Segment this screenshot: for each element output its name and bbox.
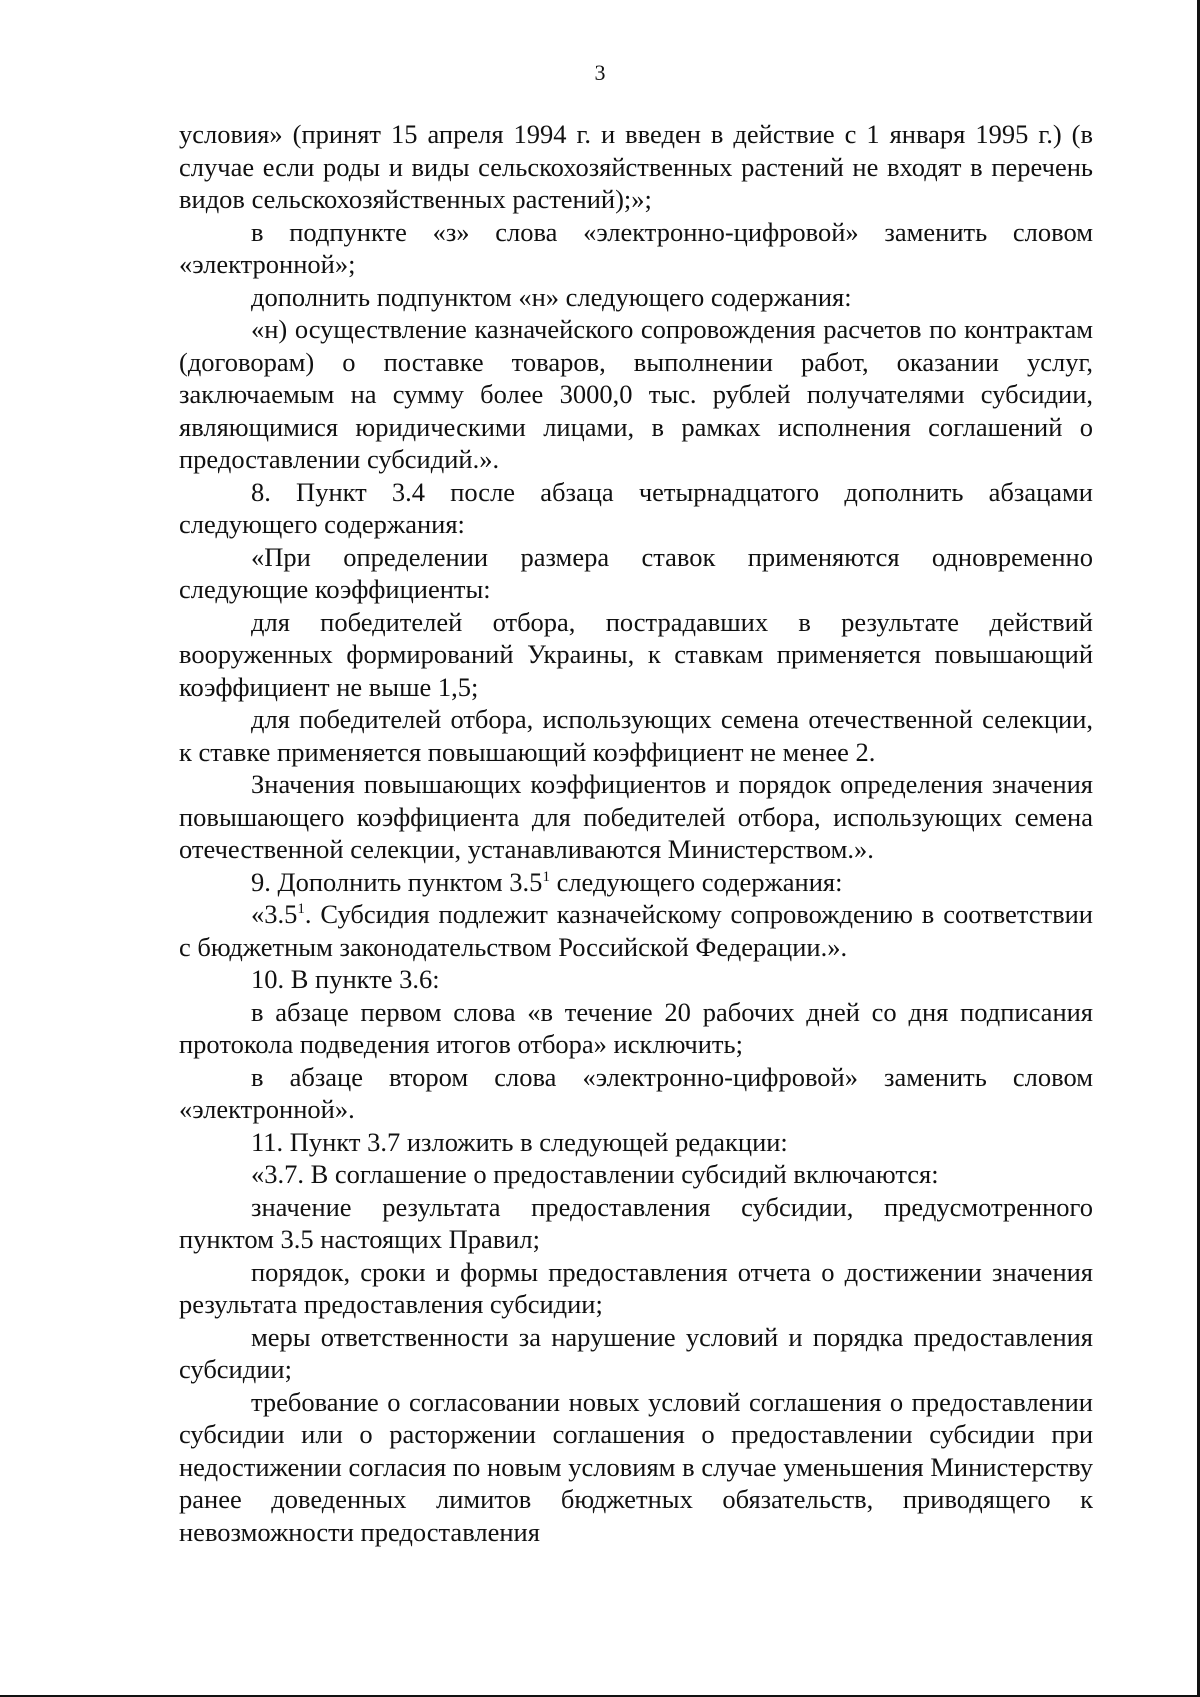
item-3-5-1-text-start: «3.5 — [251, 899, 298, 929]
paragraph-item-3-5-1 — [179, 898, 1093, 963]
paragraph-item-10: 10. В пункте 3.6: — [251, 964, 440, 994]
item-9-superscript: 1 — [542, 868, 550, 885]
paragraph-item-9 — [179, 866, 1093, 899]
document-body — [179, 118, 1093, 1548]
item-3-5-1-superscript: 1 — [297, 901, 305, 918]
paragraph-result-value: значение результата предоставления субсидии, предусмотренного пунктом 3.5 настоящих Правил; — [179, 1191, 1093, 1254]
paragraph-coefficient-domestic-seeds: для победителей отбора, использующих семена отечественной селекции, к ставке применяется повышающий коэффициент не менее 2. — [179, 704, 1093, 767]
paragraph-coefficient-values: Значения повышающих коэффициентов и порядок определения значения повышающего коэффициента для победителей отбора, использующих семена отечественной селекции, устанавливаются Министерством.». — [179, 769, 1093, 864]
paragraph-responsibility: меры ответственности за нарушение условий и порядка предоставления субсидии; — [179, 1321, 1093, 1384]
page-number: 3 — [594, 60, 606, 85]
paragraph-add-subitem-n: дополнить подпунктом «н» следующего содержания: — [251, 281, 852, 312]
paragraph-item-10-first-abzac: в абзаце первом слова «в течение 20 рабочих дней со дня подписания протокола подведения итогов отбора» исключить; — [179, 996, 1093, 1059]
paragraph-item-10-second-abzac: в абзаце втором слова «электронно-цифровой» заменить словом «электронной». — [179, 1061, 1093, 1124]
paragraph-subitem-n-text: «н) осуществление казначейского сопровождения расчетов по контрактам (договорам) о поставке товаров, выполнении работ, оказании услуг, заключаемым на сумму более 3000,0 тыс. рублей получателями субсидии, являющимися юридическими лицами, в рамках исполнения соглашений о предоставлении субсидий.». — [179, 314, 1093, 474]
paragraph-subitem-z: в подпункте «з» слова «электронно-цифровой» заменить словом «электронной»; — [179, 216, 1093, 279]
paragraph-coefficient-affected: для победителей отбора, пострадавших в результате действий вооруженных формирований Украины, к ставкам применяется повышающий коэффициент не выше 1,5; — [179, 606, 1093, 702]
item-9-text-start: 9. Дополнить пунктом 3.5 — [251, 866, 543, 897]
paragraph-new-conditions: требование о согласовании новых условий соглашения о предоставлении субсидии или о расторжении соглашения о предоставлении субсидии при недостижении согласия по новым условиям в случае уменьшения Министерству ранее доведенных лимитов бюджетных обязательств, приводящего к невозможности предоставления — [179, 1386, 1093, 1547]
item-3-5-1-text-end: . Субсидия подлежит казначейскому сопровождению в соответствии с бюджетным законодательством Российской Федерации.». — [179, 899, 1093, 962]
paragraph-continuation: условия» (принят 15 апреля 1994 г. и введен в действие с 1 января 1995 г.) (в случае если роды и виды сельскохозяйственных растений не входят в перечень видов сельскохозяйственных растений);»; — [179, 119, 1093, 214]
item-9-text-end: следующего содержания: — [549, 866, 843, 897]
paragraph-item-8: 8. Пункт 3.4 после абзаца четырнадцатого дополнить абзацами следующего содержания: — [179, 476, 1093, 539]
paragraph-item-11: 11. Пункт 3.7 изложить в следующей редакции: — [251, 1126, 788, 1157]
paragraph-item-3-7: «3.7. В соглашение о предоставлении субсидий включаются: — [251, 1159, 939, 1189]
paragraph-rates-coefficients: «При определении размера ставок применяются одновременно следующие коэффициенты: — [179, 541, 1093, 604]
paragraph-report-procedure: порядок, сроки и формы предоставления отчета о достижении значения результата предоставления субсидии; — [179, 1256, 1093, 1319]
